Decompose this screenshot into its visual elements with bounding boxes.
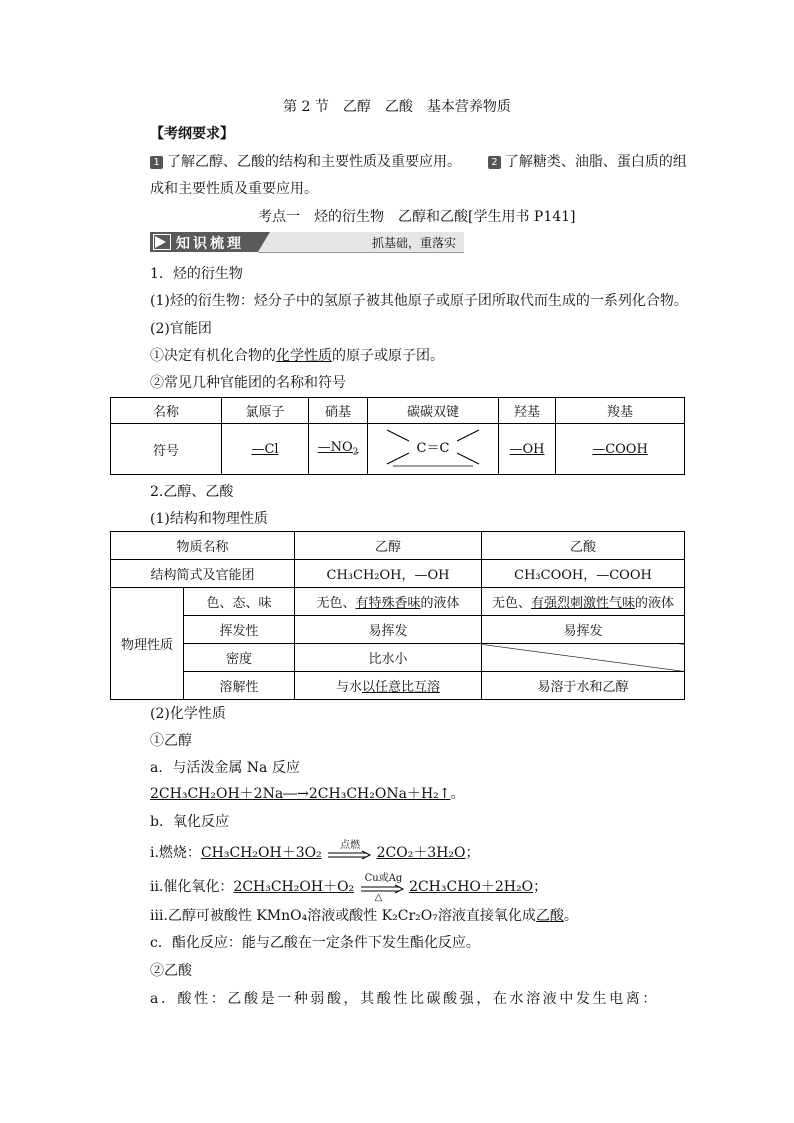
acid-a-line: a．酸性：乙酸是一种弱酸，其酸性比碳酸强，在水溶液中发生电离：: [150, 991, 659, 1007]
row-group-label: 物理性质: [111, 588, 184, 700]
header-cell: 乙醇: [295, 532, 482, 560]
header-cell: 物质名称: [111, 532, 295, 560]
reaction-arrow: [326, 840, 372, 860]
exam-requirements-line1: [150, 151, 687, 171]
number-badge-1: 1: [150, 156, 163, 169]
row-label: 溶解性: [184, 672, 295, 700]
text: ；: [465, 845, 480, 861]
equation: 2CH₃CH₂OH＋2Na―→2CH₃CH₂ONa＋H₂↑: [150, 786, 451, 802]
symbol: [317, 440, 359, 458]
text: ⅰ.燃烧：: [150, 845, 201, 861]
knowledge-banner: [150, 232, 464, 252]
reaction-a: a．与活泼金属 Na 反应: [150, 760, 300, 776]
text: 无色、: [491, 596, 531, 611]
underlined-answer: 化学性质: [276, 348, 332, 364]
cell: [295, 672, 482, 700]
header-cell: 乙酸: [482, 532, 685, 560]
header-cell: 羧基: [556, 398, 685, 424]
text: ①决定有机化合物的: [150, 348, 276, 364]
header-cell: 名称: [111, 398, 222, 424]
section2-1: (1)结构和物理性质: [150, 511, 268, 527]
oxidation-iii-line: [150, 905, 578, 925]
ethanol-acid-table: [110, 531, 685, 700]
symbol: —Cl: [251, 441, 279, 457]
cell: 易挥发: [295, 616, 482, 644]
requirement-2-part1: 了解糖类、油脂、蛋白质的组: [504, 154, 687, 170]
equation-right: 2CH₃CHO＋2H₂O: [409, 879, 534, 895]
condition-heat: △: [374, 892, 383, 903]
cell: CH₃COOH，—COOH: [482, 560, 685, 588]
section2-heading: 2.乙醇、乙酸: [150, 484, 234, 500]
cc-label: C＝C: [416, 441, 450, 456]
text: 。: [563, 908, 578, 924]
esterification-line: c．酯化反应：能与乙酸在一定条件下发生酯化反应。: [150, 935, 480, 951]
underlined-answer: 以任意比互溶: [362, 680, 441, 695]
section1-2a: [150, 345, 444, 365]
section2-2: (2)化学性质: [150, 706, 226, 722]
subscript: 2: [352, 447, 359, 458]
empty-diagonal-cell: [482, 644, 685, 672]
condition: 点燃: [340, 840, 361, 851]
symbol-cell: [499, 424, 556, 475]
symbol-cell: [309, 424, 368, 475]
equation-left: CH₃CH₂OH＋3O₂: [200, 845, 322, 861]
symbol: —COOH: [592, 441, 648, 457]
section1-heading: 1．烃的衍生物: [150, 266, 243, 282]
text: 与水: [335, 680, 362, 695]
cell: [482, 588, 685, 616]
header-cell: 碳碳双键: [368, 398, 499, 424]
text: 。: [450, 786, 465, 802]
cell: CH₃CH₂OH，—OH: [295, 560, 482, 588]
cell: 易挥发: [482, 616, 685, 644]
row-label: 挥发性: [184, 616, 295, 644]
cell: 易溶于水和乙醇: [482, 672, 685, 700]
equation-1: [150, 783, 465, 803]
row-label: 密度: [184, 644, 295, 672]
catalytic-oxidation-line: [150, 873, 548, 903]
cell: 比水小: [295, 644, 482, 672]
header-cell: 羟基: [499, 398, 556, 424]
combustion-line: [150, 842, 480, 862]
text: 的液体: [635, 596, 675, 611]
row-label: 符号: [111, 424, 222, 475]
symbol-cell: [556, 424, 685, 475]
banner-right-text: 抓基础，重落实: [371, 236, 456, 250]
section1-1: (1)烃的衍生物：烃分子中的氢原子被其他原子或原子团所取代而生成的一系列化合物。: [150, 293, 688, 309]
reaction-b: b．氧化反应: [150, 814, 229, 830]
requirement-2-part2: 成和主要性质及重要应用。: [150, 181, 318, 197]
underlined-answer: 有强烈刺激性气味: [530, 596, 635, 611]
condition: Cu或Ag: [364, 873, 403, 884]
text: 无色、: [316, 596, 356, 611]
play-arrow-icon: [155, 236, 166, 248]
section1-2b: ②常见几种官能团的名称和符号: [150, 375, 346, 391]
cell: [295, 588, 482, 616]
ethanol-heading: ①乙醇: [150, 733, 192, 749]
number-badge-2: 2: [488, 156, 501, 169]
equation-right: 2CO₂＋3H₂O: [376, 845, 466, 861]
row-label: 结构简式及官能团: [111, 560, 295, 588]
text: —NO: [317, 440, 353, 456]
symbol-cell: [222, 424, 309, 475]
requirement-1: 了解乙醇、乙酸的结构和主要性质及重要应用。: [167, 154, 461, 170]
text: 的液体: [420, 596, 460, 611]
section1-2: (2)官能团: [150, 321, 212, 337]
underlined-answer: 有特殊香味: [355, 596, 421, 611]
equation-left: 2CH₃CH₂OH＋O₂: [233, 879, 355, 895]
acid-heading: ②乙酸: [150, 963, 192, 979]
functional-group-table: [110, 397, 685, 475]
arrow-icon: [326, 848, 372, 862]
row-label: 色、态、味: [184, 588, 295, 616]
text: 的原子或原子团。: [332, 348, 444, 364]
exam-requirements-heading: 【考纲要求】: [150, 126, 234, 142]
header-cell: 硝基: [309, 398, 368, 424]
text: ⅲ.乙醇可被酸性 KMnO₄溶液或酸性 K₂Cr₂O₇溶液直接氧化成: [150, 908, 536, 924]
text: ⅱ.催化氧化：: [150, 879, 234, 895]
text: ；: [533, 879, 548, 895]
banner-label: 知识梳理: [176, 236, 244, 252]
header-cell: 氯原子: [222, 398, 309, 424]
symbol: —OH: [509, 441, 545, 457]
symbol-cell: [368, 424, 499, 475]
kaodian-heading: 考点一 烃的衍生物 乙醇和乙酸[学生用书 P141]: [258, 209, 576, 225]
reaction-arrow: [359, 873, 405, 903]
page-title: 第 2 节 乙醇 乙酸 基本营养物质: [283, 99, 511, 115]
double-bond-structure: [373, 424, 493, 470]
underlined-answer: 乙酸: [535, 908, 564, 924]
